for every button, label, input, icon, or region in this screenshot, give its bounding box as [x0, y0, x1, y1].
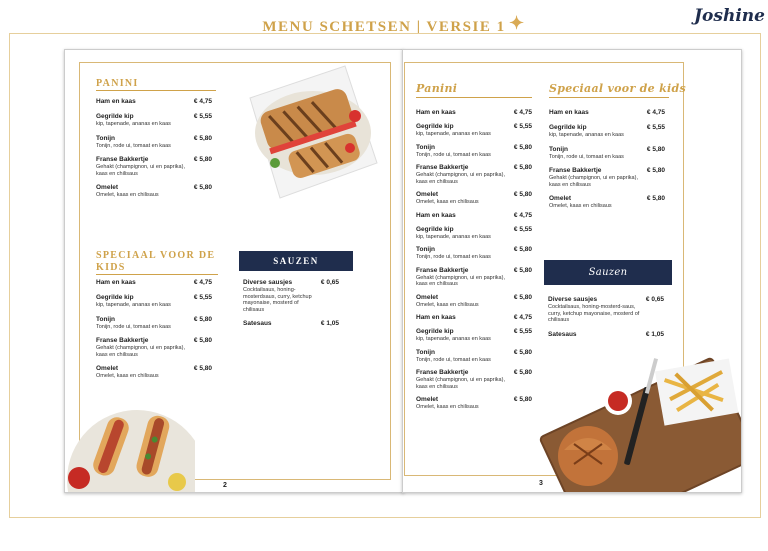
menu-item: [416, 328, 532, 343]
menu-item-text: [416, 109, 456, 117]
menu-item-description: kip, tapenade, ananas en kaas: [96, 121, 171, 127]
panini-item-list: [96, 98, 212, 206]
menu-item-text: [548, 331, 577, 339]
menu-item-price: € 5,55: [646, 124, 665, 131]
menu-item-name: Gegrilde kip: [96, 294, 134, 301]
menu-item: [549, 109, 665, 117]
menu-item-name: Omelet: [549, 195, 572, 202]
menu-item-price: € 0,65: [320, 279, 339, 286]
menu-item-description: Gehakt (champignon, ui en paprika), kaas en chilisaus: [96, 345, 185, 358]
menu-item-price: € 5,80: [513, 369, 532, 376]
menu-item: [549, 124, 665, 139]
menu-item-text: [416, 328, 491, 343]
section-heading-kids: SPECIAAL VOOR DE KIDS: [96, 250, 216, 273]
menu-item-description: kip, tapenade, ananas en kaas: [96, 302, 171, 308]
menu-item: [96, 113, 212, 128]
section-rule: [96, 90, 216, 91]
menu-item-text: [96, 279, 136, 287]
menu-item-name: Gegrilde kip: [416, 225, 454, 233]
menu-item-name: Ham en kaas: [416, 109, 456, 116]
menu-item-description: Tonijn, rode ui, tomaat en kaas: [416, 356, 491, 363]
menu-item-description: Gehakt (champignon, ui en paprika), kaas en chilisaus: [416, 274, 505, 287]
menu-item: [416, 294, 532, 309]
menu-item: [96, 279, 212, 287]
menu-item: [548, 331, 664, 339]
menu-item-description: Omelet, kaas en chilisaus: [549, 203, 612, 209]
menu-item: [96, 365, 212, 380]
menu-item: [96, 135, 212, 150]
menu-item-description: Tonijn, rode ui, tomaat en kaas: [96, 142, 171, 149]
menu-item-text: [416, 123, 491, 138]
menu-item-price: € 5,80: [193, 365, 212, 372]
menu-item-description: Omelet, kaas en chilisaus: [96, 373, 159, 379]
menu-item-name: Ham en kaas: [549, 109, 589, 116]
menu-item-text: [416, 226, 491, 241]
menu-item-price: € 5,80: [513, 293, 532, 301]
document-title-text: MENU SCHETSEN | VERSIE 1: [262, 19, 506, 35]
sauzen-item-list: [243, 279, 339, 335]
menu-item-price: € 5,55: [193, 113, 212, 120]
menu-item-description: Gehakt (champignon, ui en paprika), kaas en chilisaus: [416, 377, 505, 390]
menu-item-price: € 1,05: [645, 330, 664, 338]
menu-item-price: € 1,05: [320, 320, 339, 327]
panini-item-list: [416, 109, 532, 417]
menu-item-name: Tonijn: [416, 246, 436, 253]
menu-item-price: € 5,80: [193, 315, 212, 323]
menu-item: [96, 156, 212, 177]
menu-item-name: Franse Bakkertje: [96, 156, 149, 163]
kids-item-list: [96, 279, 212, 387]
menu-item-price: € 5,80: [513, 164, 532, 171]
menu-item: [96, 294, 212, 309]
menu-item-price: € 5,80: [193, 184, 212, 191]
menu-item-name: Diverse sausjes: [548, 296, 598, 303]
menu-item-price: € 4,75: [193, 98, 212, 105]
menu-item: [243, 279, 339, 313]
menu-item-description: Tonijn, rode ui, tomaat en kaas: [416, 151, 491, 158]
sparkle-icon: ✦: [509, 13, 526, 33]
section-heading-panini: Panini: [416, 82, 458, 95]
menu-item-price: € 5,80: [513, 191, 532, 198]
menu-item: [243, 320, 339, 328]
menu-item-name: Tonijn: [416, 348, 436, 356]
menu-item-name: Satesaus: [243, 320, 272, 327]
section-heading-kids: Speciaal voor de kids: [549, 82, 686, 95]
menu-item-name: Ham en kaas: [416, 211, 456, 219]
menu-item-name: Omelet: [96, 184, 119, 191]
hotdog-photo: [65, 410, 195, 493]
menu-item-text: [416, 191, 479, 206]
menu-item-name: Diverse sausjes: [243, 279, 293, 286]
menu-item: [416, 349, 532, 364]
menu-item-text: [243, 320, 272, 328]
menu-item-price: € 5,55: [513, 123, 532, 130]
menu-item-text: [96, 156, 190, 177]
menu-item-text: [549, 146, 624, 161]
menu-item-price: € 0,65: [645, 296, 664, 303]
menu-item: [416, 396, 532, 411]
menu-item: [96, 184, 212, 199]
menu-item-price: € 4,75: [513, 314, 532, 321]
menu-item-price: € 5,80: [513, 246, 532, 253]
menu-item-name: Gegrilde kip: [416, 123, 454, 130]
menu-item-description: kip, tapenade, ananas en kaas: [416, 131, 491, 137]
section-rule: [416, 97, 532, 98]
menu-item-description: Omelet, kaas en chilisaus: [96, 192, 159, 198]
menu-item-name: Ham en kaas: [96, 98, 136, 105]
menu-item-text: [243, 279, 317, 313]
kids-item-list: [549, 109, 665, 217]
menu-item-name: Satesaus: [548, 330, 577, 338]
menu-item-text: [96, 316, 171, 331]
menu-page-left: [64, 49, 404, 493]
menu-item: [549, 167, 665, 188]
menu-item: [96, 337, 212, 358]
menu-item-text: [416, 349, 491, 364]
menu-item-description: kip, tapenade, ananas en kaas: [416, 233, 491, 240]
menu-item-name: Gegrilde kip: [549, 124, 587, 131]
menu-item-text: [416, 246, 491, 261]
burger-fries-photo: [538, 346, 742, 493]
menu-item-name: Omelet: [416, 396, 439, 403]
menu-item-text: [416, 164, 510, 185]
menu-item-text: [96, 365, 159, 380]
menu-item-price: € 5,80: [646, 145, 665, 153]
menu-item-description: Cocktailsaus, honing-mosterdsaus, curry, ketchup mayonaise, mosterd of chilisaus: [243, 287, 312, 313]
menu-item-text: [416, 369, 510, 390]
menu-item: [549, 195, 665, 210]
menu-item-description: Tonijn, rode ui, tomaat en kaas: [416, 254, 491, 260]
menu-item-description: kip, tapenade, ananas en kaas: [416, 336, 491, 342]
section-rule: [549, 97, 669, 98]
menu-item-name: Tonijn: [96, 134, 116, 142]
menu-item-name: Ham en kaas: [96, 279, 136, 286]
menu-item-name: Gegrilde kip: [96, 113, 134, 120]
menu-item: [416, 164, 532, 185]
menu-item: [416, 123, 532, 138]
menu-item-price: € 5,80: [646, 195, 665, 202]
brand-logo: Joshine: [694, 6, 765, 26]
menu-item-text: [96, 135, 171, 150]
menu-item-text: [416, 314, 456, 322]
menu-item: [416, 369, 532, 390]
menu-item: [416, 212, 532, 220]
menu-item: [96, 98, 212, 106]
sauzen-box: [544, 260, 672, 350]
menu-item-text: [548, 296, 642, 324]
menu-item-description: Omelet, kaas en chilisaus: [416, 301, 479, 308]
menu-item-name: Gegrilde kip: [416, 328, 454, 335]
menu-item-price: € 5,80: [193, 156, 212, 163]
menu-item-price: € 5,80: [193, 134, 212, 142]
menu-item-name: Franse Bakkertje: [416, 164, 469, 171]
menu-item-price: € 5,55: [193, 294, 212, 301]
menu-item: [416, 267, 532, 288]
menu-item: [96, 316, 212, 331]
menu-item-price: € 5,80: [513, 396, 532, 403]
menu-item-price: € 5,80: [513, 143, 532, 151]
menu-item-name: Franse Bakkertje: [416, 266, 469, 274]
section-heading-panini: PANINI: [96, 78, 139, 89]
menu-item: [549, 146, 665, 161]
menu-item: [416, 144, 532, 159]
menu-item-text: [416, 294, 479, 309]
menu-item-price: € 4,75: [193, 279, 212, 286]
sauzen-heading: Sauzen: [544, 260, 672, 285]
menu-item-description: Cocktailsaus, honing-mosterd-saus, curry, ketchup mayonaise, mosterd of chilisaus: [548, 304, 640, 323]
menu-item-name: Omelet: [416, 191, 439, 198]
menu-item-price: € 5,80: [646, 167, 665, 174]
menu-item-text: [416, 396, 479, 411]
page-number: 2: [223, 482, 227, 489]
sauzen-item-list: [548, 296, 664, 346]
menu-item: [416, 191, 532, 206]
menu-item-text: [549, 109, 589, 117]
menu-item-price: € 4,75: [646, 109, 665, 116]
menu-item-price: € 4,75: [513, 211, 532, 219]
sauzen-box: [239, 251, 353, 335]
menu-page-right: [402, 49, 742, 493]
menu-item-text: [96, 184, 159, 199]
menu-item-text: [96, 98, 136, 106]
menu-item: [416, 314, 532, 322]
menu-item-text: [96, 337, 190, 358]
menu-item-price: € 5,55: [513, 225, 532, 233]
menu-item-text: [96, 294, 171, 309]
menu-item: [416, 226, 532, 241]
menu-item-text: [549, 124, 624, 139]
panini-photo: [235, 58, 385, 208]
menu-item-name: Tonijn: [416, 143, 436, 151]
section-rule: [96, 274, 218, 275]
menu-item-description: Tonijn, rode ui, tomaat en kaas: [96, 323, 171, 330]
menu-item-price: € 5,80: [513, 348, 532, 356]
menu-item-name: Tonijn: [549, 145, 569, 153]
menu-item-name: Ham en kaas: [416, 314, 456, 321]
menu-item-description: Omelet, kaas en chilisaus: [416, 404, 479, 410]
menu-item-text: [416, 212, 456, 220]
menu-item-text: [96, 113, 171, 128]
menu-item-description: Gehakt (champignon, ui en paprika), kaas en chilisaus: [549, 175, 638, 188]
menu-item: [416, 109, 532, 117]
menu-item: [416, 246, 532, 261]
menu-item-price: € 5,80: [193, 337, 212, 344]
menu-item-description: Gehakt (champignon, ui en paprika), kaas en chilisaus: [416, 172, 505, 185]
menu-item-text: [416, 267, 510, 288]
menu-item-name: Tonijn: [96, 315, 116, 323]
menu-item-description: Tonijn, rode ui, tomaat en kaas: [549, 153, 624, 160]
sauzen-heading: SAUZEN: [239, 251, 353, 271]
menu-item-name: Franse Bakkertje: [549, 167, 602, 174]
menu-item-price: € 5,80: [513, 266, 532, 274]
menu-item-description: kip, tapenade, ananas en kaas: [549, 132, 624, 138]
menu-item-name: Omelet: [96, 365, 119, 372]
menu-item-price: € 5,55: [513, 328, 532, 335]
menu-item-name: Franse Bakkertje: [416, 369, 469, 376]
menu-item: [548, 296, 664, 324]
menu-item-text: [549, 195, 612, 210]
menu-item-name: Franse Bakkertje: [96, 337, 149, 344]
menu-item-name: Omelet: [416, 293, 439, 301]
menu-item-text: [416, 144, 491, 159]
page-number: 3: [539, 480, 543, 487]
menu-item-description: Omelet, kaas en chilisaus: [416, 199, 479, 205]
menu-item-description: Gehakt (champignon, ui en paprika), kaas en chilisaus: [96, 164, 185, 177]
menu-item-text: [549, 167, 643, 188]
menu-item-price: € 4,75: [513, 109, 532, 116]
